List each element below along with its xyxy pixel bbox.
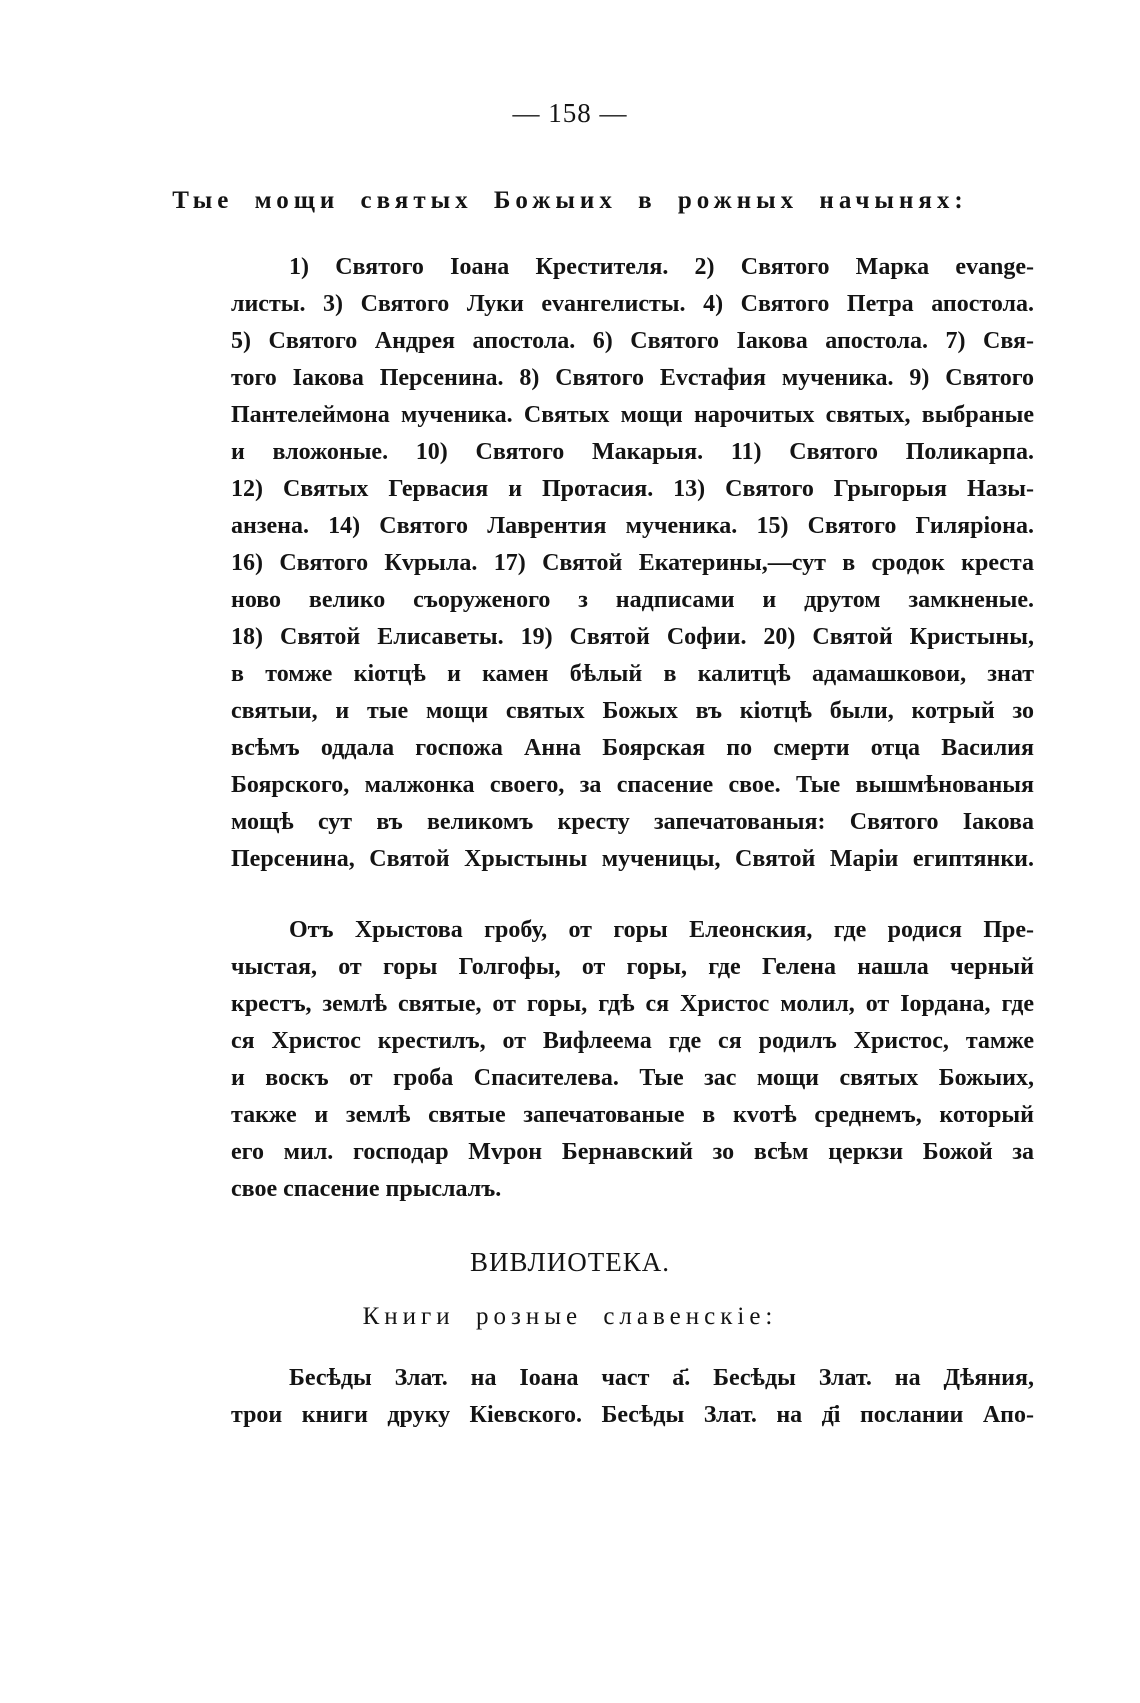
text-line: анзена. 14) Святого Лаврентия мученика. 15) Святого Гиляріона. xyxy=(231,513,1034,539)
paragraph-books xyxy=(231,1360,1034,1434)
text-line: ся Христос крестилъ, от Вифлеема где ся родилъ Христос, тамже xyxy=(231,1028,1034,1054)
text-line: Пантелеймона мученика. Святых мощи нарочитых святых, выбраные xyxy=(231,402,1034,428)
text-line: ново велико съоруженого з надписами и друтом замкненые. xyxy=(231,587,1034,613)
text-line: 12) Святых Гервасия и Протасия. 13) Святого Грыгорыя Назы- xyxy=(231,476,1034,502)
text-line: и вложоные. 10) Святого Макарыя. 11) Святого Поликарпа. xyxy=(231,439,1034,465)
relics-heading: Тые мощи святых Божыих в рожных начынях: xyxy=(172,187,968,214)
paragraph-relics-list xyxy=(231,249,1034,878)
text-line: свое спасение прыслалъ. xyxy=(231,1176,502,1202)
text-line: мощѣ сут въ великомъ кресту запечатованыя: Святого Іакова xyxy=(231,809,1034,835)
text-line: того Іакова Персенина. 8) Святого Еvстафия мученика. 9) Святого xyxy=(231,365,1034,391)
books-subheading: Книги розные славенскіе: xyxy=(362,1303,778,1330)
text-line: 5) Святого Андрея апостола. 6) Святого Іакова апостола. 7) Свя- xyxy=(231,328,1034,354)
text-line: трои книги друку Кіевского. Бесѣды Злат. на д҃і послании Апо- xyxy=(231,1402,1034,1428)
text-line: крестъ, землѣ святые, от горы, гдѣ ся Христос молил, от Іордана, где xyxy=(231,991,1034,1017)
text-line: Отъ Хрыстова гробу, от горы Елеонския, где родися Пре- xyxy=(289,917,1034,943)
section-title: ВИВЛИОТЕКА. xyxy=(469,1247,671,1277)
text-line: его мил. господар Мvрон Бернавский зо всѣм церкзи Божой за xyxy=(231,1139,1034,1165)
text-line: Бесѣды Злат. на Іоана част а҃. Бесѣды Злат. на Дѣяния, xyxy=(289,1365,1034,1391)
text-line: 1) Святого Іоана Крестителя. 2) Святого Марка еvange- xyxy=(289,254,1034,280)
page-number: — 158 — xyxy=(512,98,628,128)
text-line: Персенина, Святой Хрыстыны мученицы, Святой Маріи египтянки. xyxy=(231,846,1034,872)
text-line: также и землѣ святые запечатованые в кvотѣ среднемъ, который xyxy=(231,1102,1034,1128)
paragraph-holy-land xyxy=(231,912,1034,1208)
text-line: Боярского, малжонка своего, за спасение свое. Тые вышмѣнованыя xyxy=(231,772,1034,798)
text-line: чыстая, от горы Голгофы, от горы, где Гелена нашла черный xyxy=(231,954,1034,980)
text-line: 18) Святой Елисаветы. 19) Святой Софии. 20) Святой Кристыны, xyxy=(231,624,1034,650)
text-line: святыи, и тые мощи святых Божых въ кіотцѣ были, котрый зо xyxy=(231,698,1034,724)
text-line: 16) Святого Кvрыла. 17) Святой Екатерины,—сут в сродок креста xyxy=(231,550,1034,576)
text-line: и воскъ от гроба Спасителева. Тые зас мощи святых Божыих, xyxy=(231,1065,1034,1091)
text-line: листы. 3) Святого Луки еvангелисты. 4) Святого Петра апостола. xyxy=(231,291,1034,317)
text-line: в томже кіотцѣ и камен бѣлый в калитцѣ адамашковои, знат xyxy=(231,661,1034,687)
text-line: всѣмъ оддала госпожа Анна Боярская по смерти отца Василия xyxy=(231,735,1034,761)
